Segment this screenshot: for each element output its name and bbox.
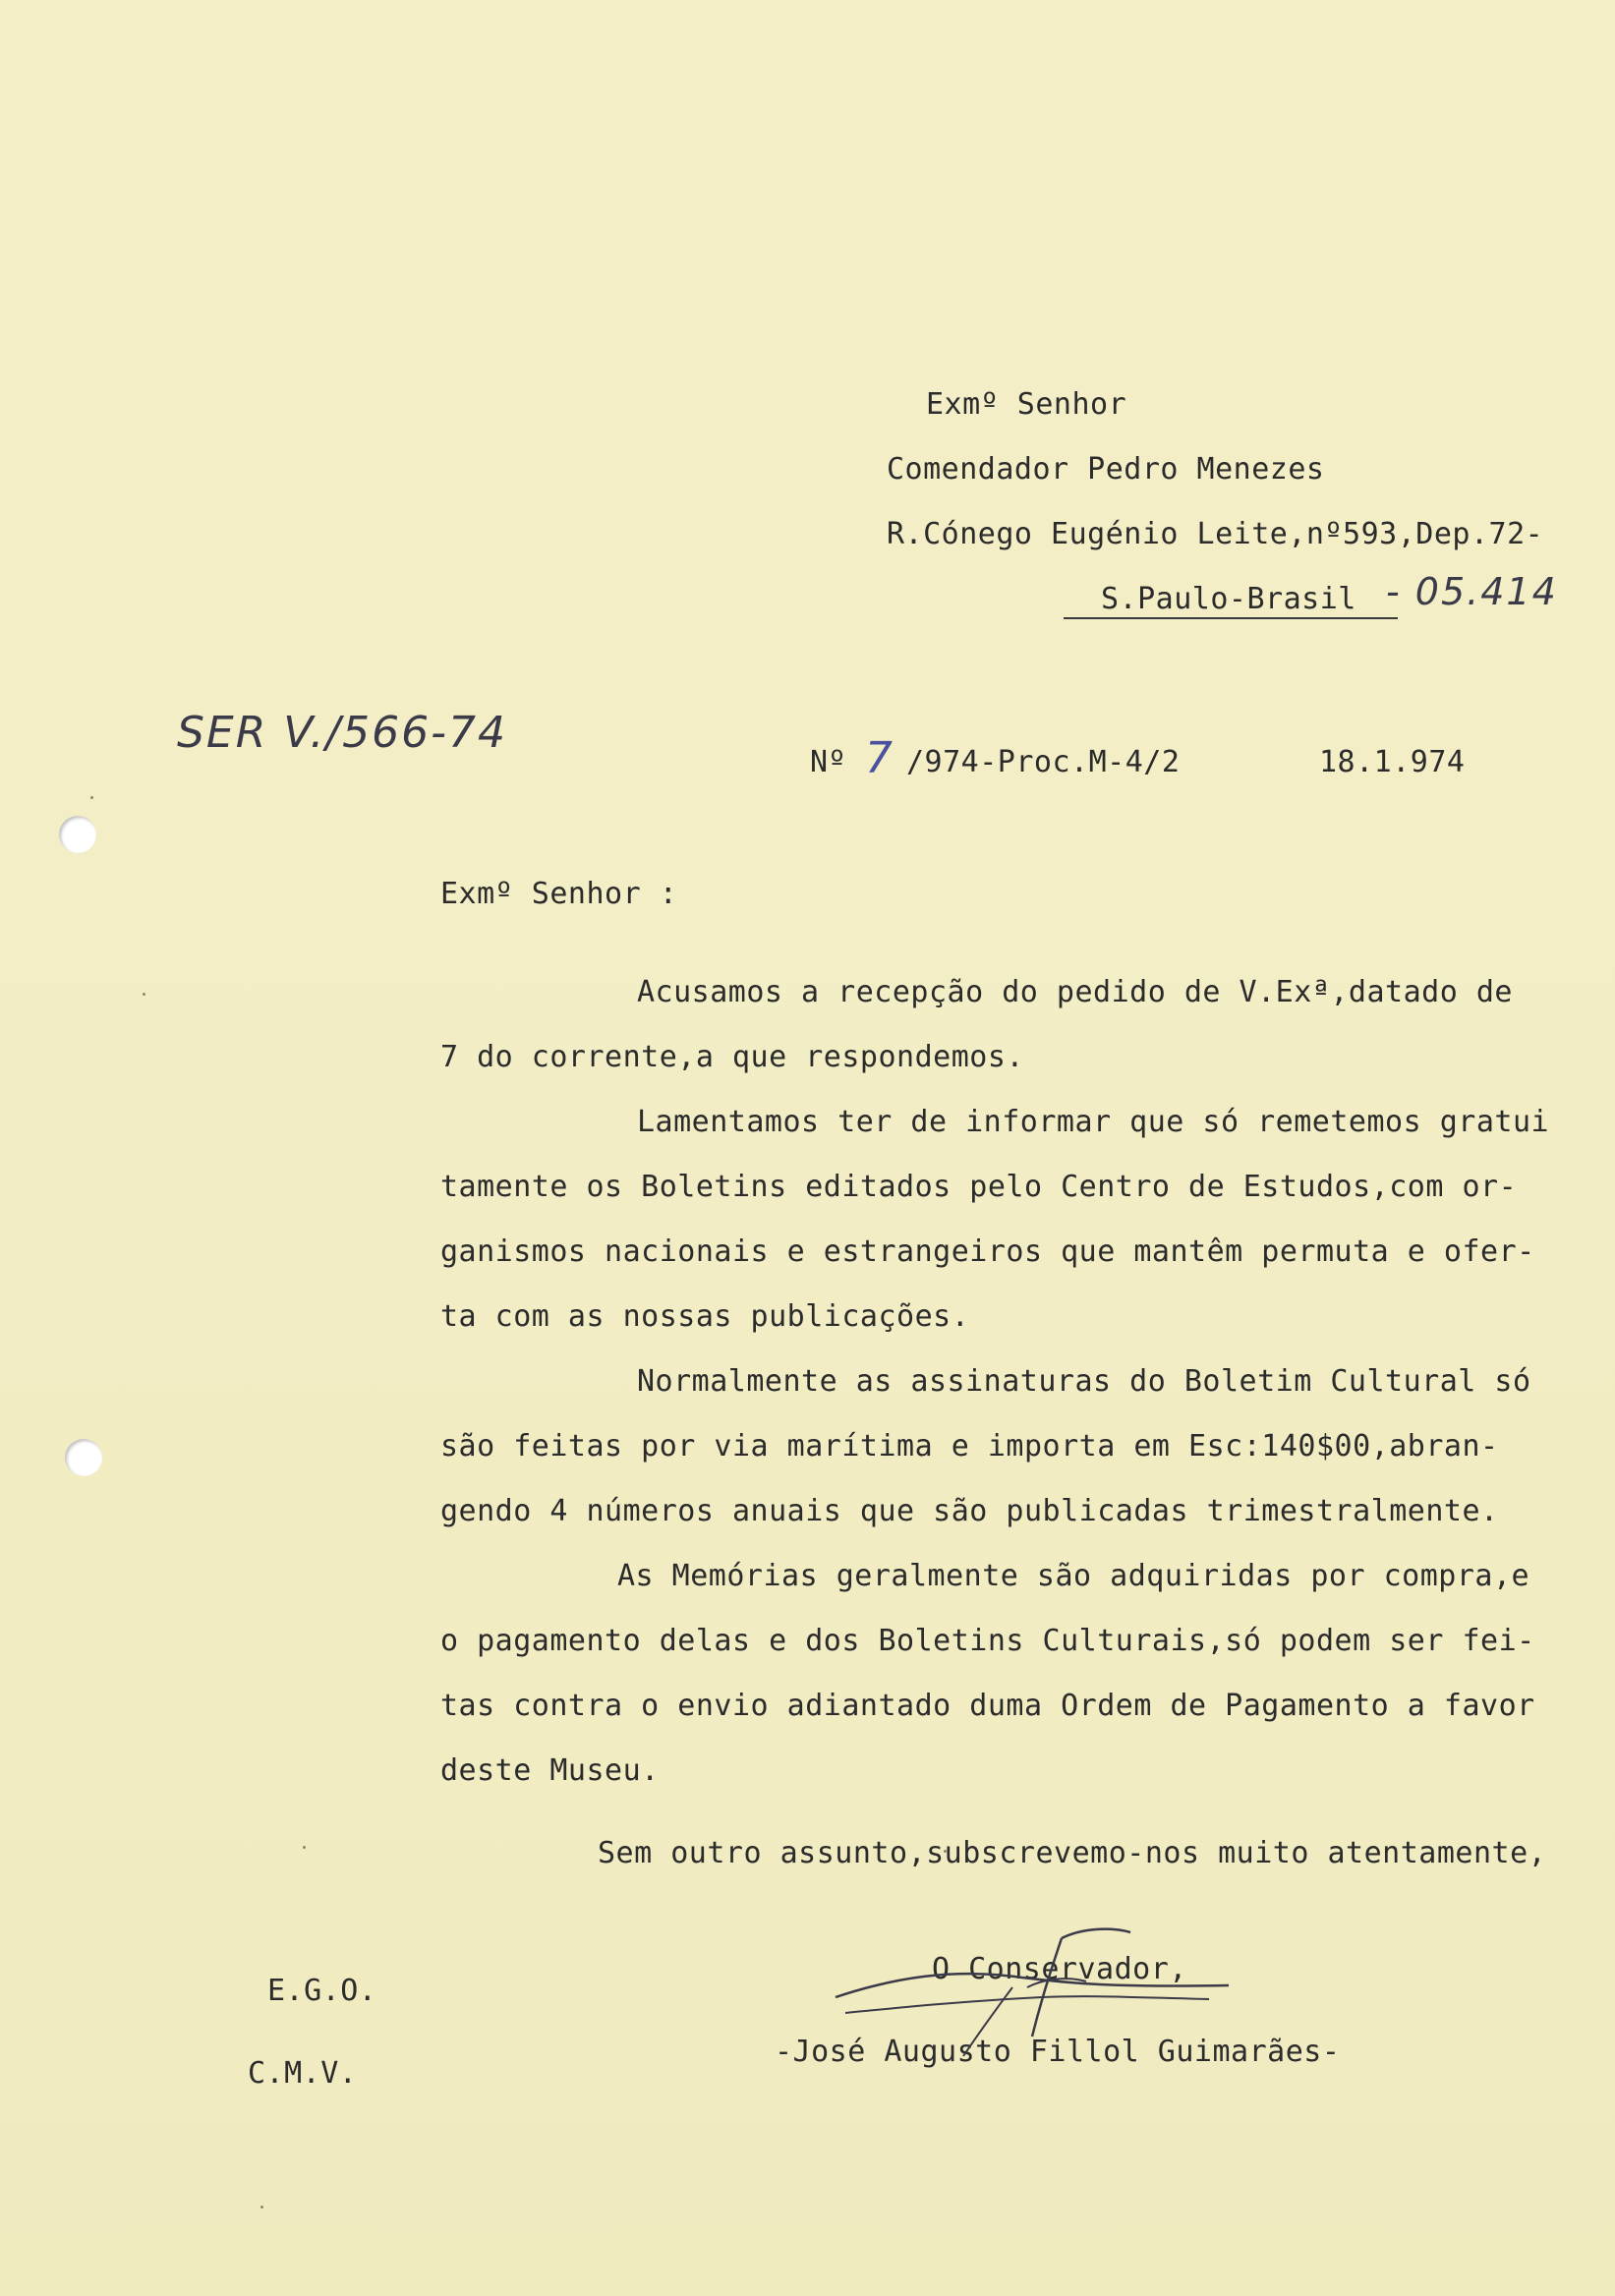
paper-speck xyxy=(303,1846,306,1849)
recipient-city-underline xyxy=(1064,617,1398,619)
body-line: tas contra o envio adiantado duma Ordem de Pagamento a favor xyxy=(440,1689,1535,1723)
recipient-address: R.Cónego Eugénio Leite,nº593,Dep.72- xyxy=(887,517,1544,551)
initials-line-1: E.G.O. xyxy=(267,1974,377,2008)
paper-speck xyxy=(90,796,93,799)
recipient-city-annotation: - 05.414 xyxy=(1386,570,1558,613)
body-line: ta com as nossas publicações. xyxy=(440,1299,970,1334)
reference-prefix: Nº xyxy=(810,745,847,779)
paper-speck xyxy=(143,993,145,996)
body-line: Acusamos a recepção do pedido de V.Exª,datado de xyxy=(637,975,1513,1009)
body-line: tamente os Boletins editados pelo Centro de Estudos,com or- xyxy=(440,1170,1518,1204)
recipient-city: S.Paulo-Brasil xyxy=(1101,582,1356,616)
body-line: o pagamento delas e dos Boletins Culturais,só podem ser fei- xyxy=(440,1624,1535,1658)
reference-suffix: /974-Proc.M-4/2 xyxy=(906,745,1181,779)
body-line: As Memórias geralmente são adquiridas por compra,e xyxy=(617,1559,1530,1593)
body-line: ganismos nacionais e estrangeiros que mantêm permuta e ofer- xyxy=(440,1234,1535,1269)
body-line: são feitas por via marítima e importa em Esc:140$00,abran- xyxy=(440,1429,1499,1464)
margin-note: SER V./566-74 xyxy=(177,708,507,758)
handwritten-signature xyxy=(816,1919,1248,2056)
closing-line: Sem outro assunto,subscrevemo-nos muito atentamente, xyxy=(598,1836,1547,1870)
signature-name: -José Augusto Fillol Guimarães- xyxy=(775,2035,1341,2069)
punch-hole-bottom xyxy=(65,1439,102,1476)
signature-title: O Conservador, xyxy=(932,1952,1187,1986)
greeting: Exmº Senhor : xyxy=(440,877,678,911)
body-line: Normalmente as assinaturas do Boletim Cultural só xyxy=(637,1364,1531,1399)
body-line: gendo 4 números anuais que são publicadas trimestralmente. xyxy=(440,1494,1499,1528)
body-line: 7 do corrente,a que respondemos. xyxy=(440,1040,1024,1074)
punch-hole-top xyxy=(59,816,96,853)
recipient-salutation: Exmº Senhor xyxy=(926,387,1127,422)
recipient-name: Comendador Pedro Menezes xyxy=(887,452,1325,487)
reference-handwritten-number: 7 xyxy=(865,733,894,783)
initials-line-2: C.M.V. xyxy=(248,2056,358,2091)
body-line: deste Museu. xyxy=(440,1753,660,1788)
reference-date: 18.1.974 xyxy=(1319,745,1466,779)
body-line: Lamentamos ter de informar que só remetemos gratui xyxy=(637,1105,1550,1139)
paper-speck xyxy=(260,2206,263,2209)
